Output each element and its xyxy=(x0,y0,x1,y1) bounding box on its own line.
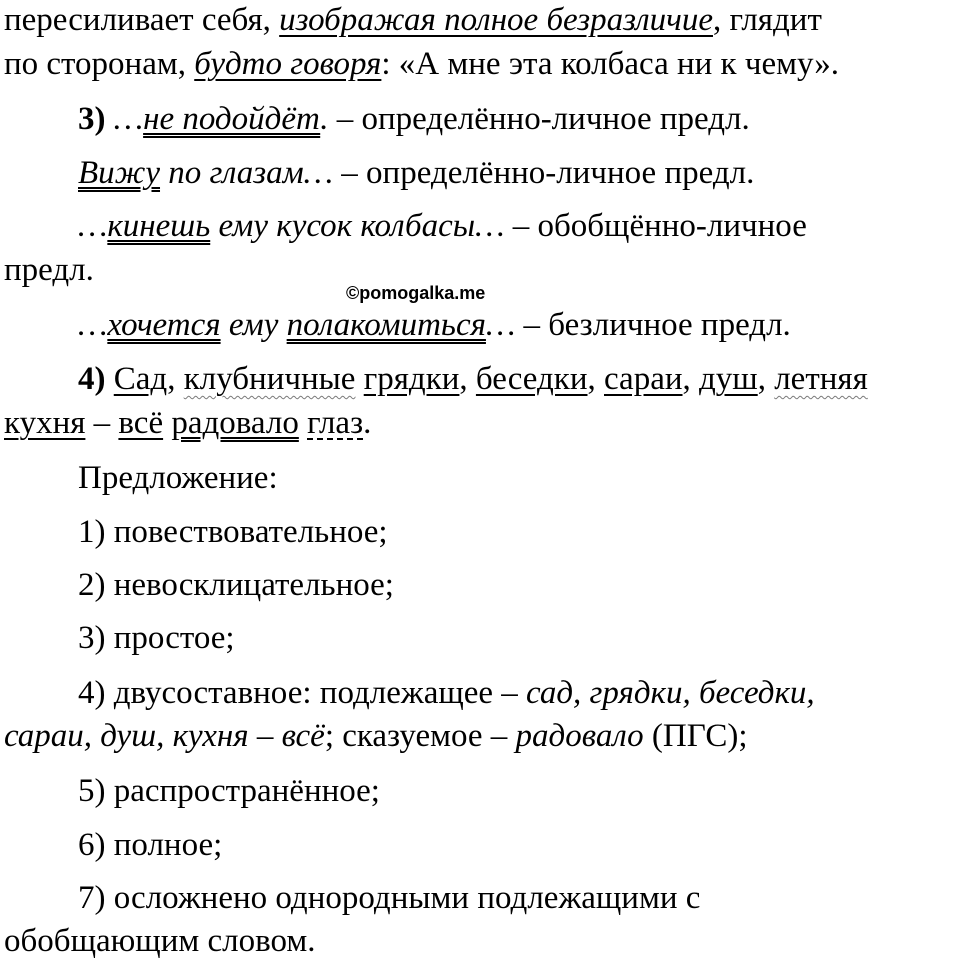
attribute: клубничные xyxy=(183,361,356,397)
text-span: по сторонам, xyxy=(4,46,195,82)
text-span: , глядит xyxy=(712,2,822,38)
subject: душ xyxy=(699,361,758,397)
text-line-19 xyxy=(4,921,315,961)
sentence-type: – определённо-личное предл. xyxy=(333,155,755,191)
text-line-9 xyxy=(4,403,371,443)
analysis-item: 4) двусоставное: подлежащее – xyxy=(78,675,527,711)
analysis-item: 1) повествовательное; xyxy=(78,514,388,550)
subject: сараи xyxy=(604,361,683,397)
analysis-item: обобщающим словом. xyxy=(4,923,316,959)
subject: кухня xyxy=(4,405,86,441)
separator: , xyxy=(167,361,184,397)
subject: беседки xyxy=(475,361,588,397)
separator: , xyxy=(757,361,775,397)
predicate: радовало xyxy=(171,405,299,441)
item-number: 3) xyxy=(78,101,106,137)
text-span: предл. xyxy=(4,252,94,288)
text-line-6 xyxy=(4,250,94,290)
object: глаз xyxy=(307,405,364,441)
separator: , xyxy=(459,361,476,397)
separator: , xyxy=(682,361,700,397)
generalizing-word: всё xyxy=(118,405,164,441)
subject: грядки xyxy=(363,361,460,397)
watermark: ©pomogalka.me xyxy=(346,283,486,303)
text-line-7 xyxy=(78,305,791,345)
text-line-5 xyxy=(78,206,807,246)
text-line-12 xyxy=(78,565,394,605)
analysis-item: 6) полное; xyxy=(78,827,223,863)
adverbial-participle-phrase: будто говоря xyxy=(194,46,382,82)
separator: – xyxy=(85,405,119,441)
text-line-1 xyxy=(4,0,822,40)
text-line-15 xyxy=(4,716,748,756)
ellipsis: … xyxy=(78,208,108,244)
text-line-3 xyxy=(78,99,750,139)
item-number: 4) xyxy=(78,361,106,397)
subject-list: сараи, душ, кухня – всё xyxy=(4,718,325,754)
text-line-10 xyxy=(78,458,278,498)
predicate: не подойдёт xyxy=(143,101,321,137)
analysis-item: 5) распространённое; xyxy=(78,773,380,809)
subject: Сад xyxy=(113,361,168,397)
predicate: полакомиться xyxy=(286,307,486,343)
separator: , xyxy=(587,361,604,397)
text-line-17 xyxy=(78,825,222,865)
separator xyxy=(355,361,363,397)
text-line-4 xyxy=(78,153,754,193)
text-span: . xyxy=(320,101,329,137)
ellipsis: … xyxy=(485,307,516,343)
ellipsis: … xyxy=(78,307,108,343)
text-line-8 xyxy=(78,359,868,399)
separator xyxy=(299,405,307,441)
analysis-item: 2) невосклицательное; xyxy=(78,567,394,603)
text-line-13 xyxy=(78,618,235,658)
predicate: хочется xyxy=(107,307,221,343)
predicate: Вижу xyxy=(78,155,161,191)
attribute: летняя xyxy=(774,361,868,397)
text-line-2 xyxy=(4,44,839,84)
analysis-item: 3) простое; xyxy=(78,620,235,656)
sentence-type: – безличное предл. xyxy=(515,307,791,343)
analysis-item: 7) осложнено однородными подлежащими с xyxy=(78,880,701,916)
analysis-heading: Предложение: xyxy=(78,460,278,496)
text-line-11 xyxy=(78,512,388,552)
text-span: ему xyxy=(220,307,287,343)
ellipsis: … xyxy=(105,101,144,137)
text-span: ; сказуемое – xyxy=(324,718,516,754)
text-span: по глазам… xyxy=(160,155,334,191)
sentence-type: – обобщённо-личное xyxy=(504,208,807,244)
text-span: пересиливает себя, xyxy=(4,2,280,38)
text-span: : «А мне эта колбаса ни к чему». xyxy=(381,46,840,82)
predicate: кинешь xyxy=(107,208,211,244)
text-span: ему кусок колбасы… xyxy=(210,208,505,244)
text-line-14 xyxy=(78,673,815,713)
predicate-word: радовало xyxy=(515,718,644,754)
text-span: . xyxy=(363,405,372,441)
text-line-16 xyxy=(78,771,380,811)
text-span: (ПГС); xyxy=(643,718,748,754)
subject-list: сад, грядки, беседки, xyxy=(526,675,815,711)
sentence-type: – определённо-личное предл. xyxy=(328,101,750,137)
text-line-18 xyxy=(78,878,700,918)
adverbial-participle-phrase: изображая полное безразличие xyxy=(279,2,713,38)
